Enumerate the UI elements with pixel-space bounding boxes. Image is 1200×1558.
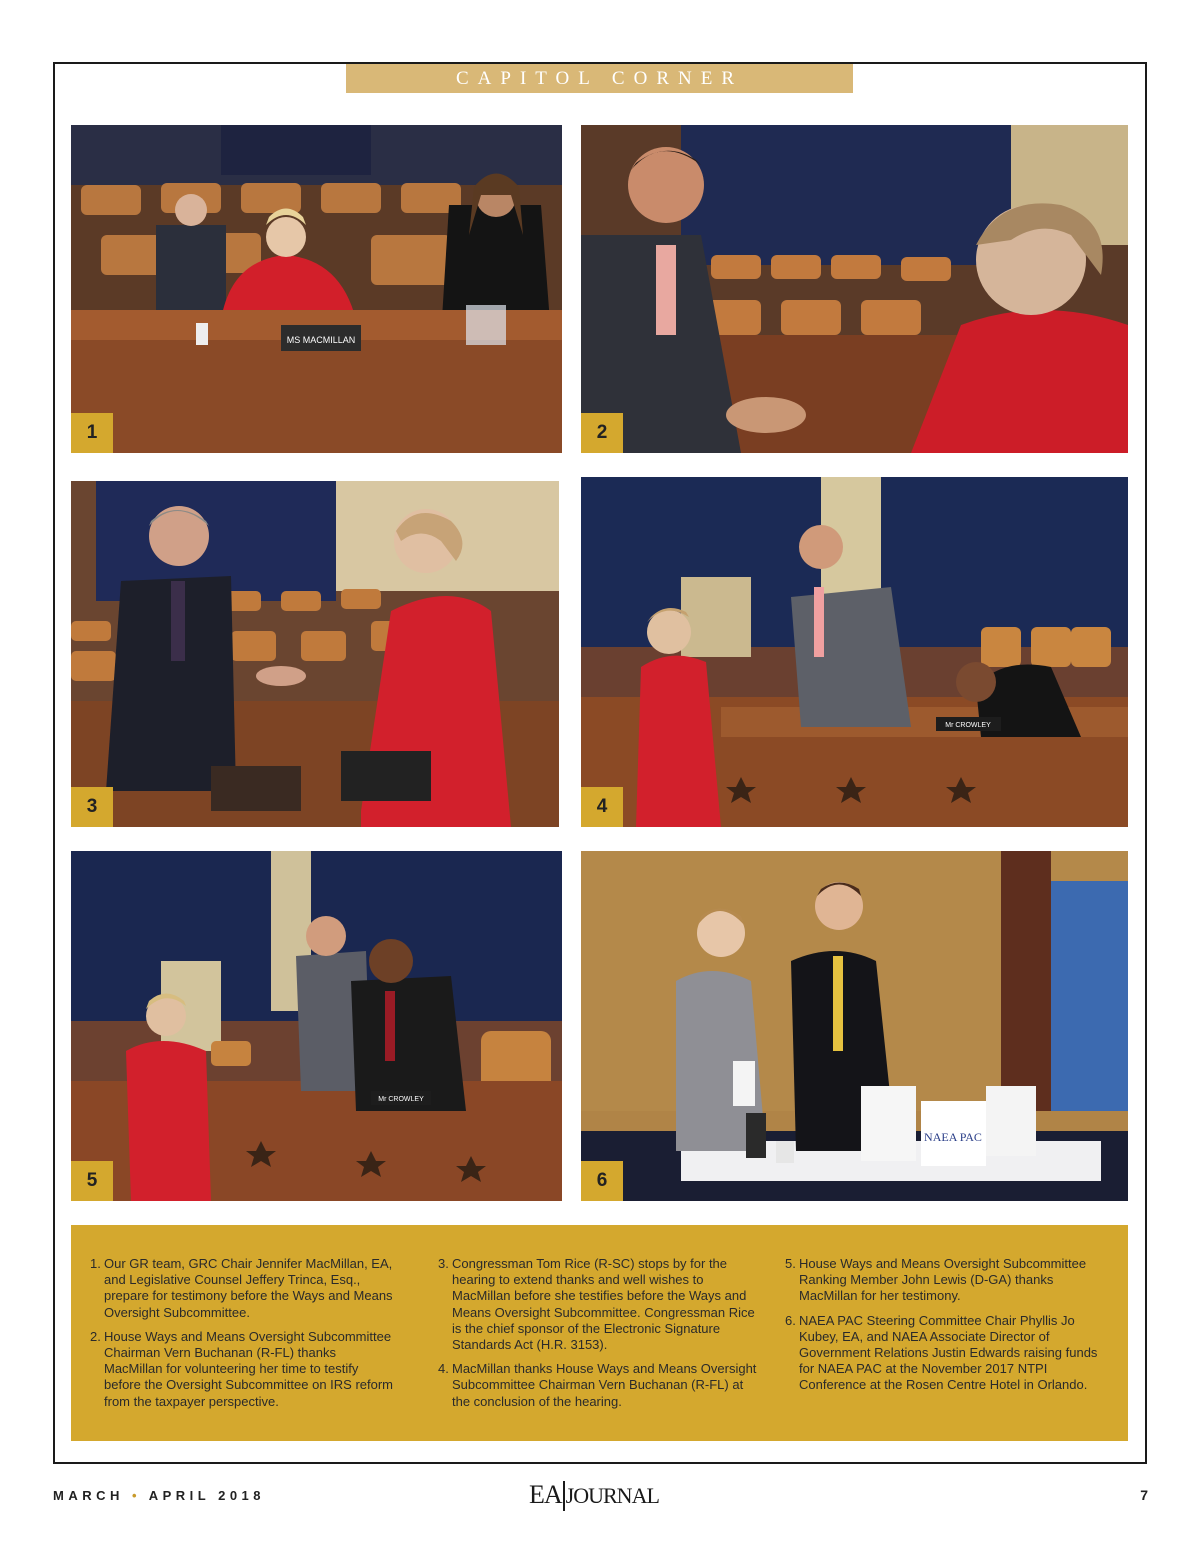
- hearing-room-photo-1: [71, 125, 562, 453]
- handshake-photo-5: [71, 851, 562, 1201]
- photo-6: [581, 851, 1128, 1201]
- photo-number-badge: 3: [71, 787, 113, 827]
- section-title-banner: CAPITOL CORNER: [346, 64, 853, 93]
- photo-2: [581, 125, 1128, 453]
- caption-column-1: [90, 1256, 395, 1418]
- caption-column-3: [785, 1256, 1115, 1402]
- handshake-photo-3: [71, 481, 559, 827]
- caption-item: 6. NAEA PAC Steering Committee Chair Phyllis Jo Kubey, EA, and NAEA Associate Director of Government Relations Justin Edwards raising funds for NAEA PAC at the November 2017 NTPI Conference at the Rosen Centre Hotel in Orlando.: [785, 1312, 1098, 1393]
- photo-4: [581, 477, 1128, 827]
- photo-number-badge: 4: [581, 787, 623, 827]
- photo-3: [71, 481, 559, 827]
- photo-number-badge: 6: [581, 1161, 623, 1201]
- caption-item: 5. House Ways and Means Oversight Subcommittee Ranking Member John Lewis (D-GA) thanks MacMillan for her testimony.: [785, 1256, 1087, 1304]
- page-number: 7: [1140, 1487, 1148, 1503]
- ea-journal-logo: EA JOURNAL: [529, 1480, 659, 1509]
- handshake-photo-4: [581, 477, 1128, 827]
- booth-photo-6: [581, 851, 1128, 1201]
- photo-1: [71, 125, 562, 453]
- caption-item: 3. Congressman Tom Rice (R-SC) stops by for the hearing to extend thanks and well wishes to MacMillan before she testifies before the Ways and Means Oversight Subcommittee. Congressman Rice is the chief sponsor of the Electronic Signature Standards Act (H.R. 3153).: [438, 1256, 755, 1353]
- caption-panel: [71, 1225, 1128, 1441]
- caption-item: 2. House Ways and Means Oversight Subcommittee Chairman Vern Buchanan (R-FL) thanks MacMillan for volunteering her time to testify before the Oversight Subcommittee on IRS reform from the taxpayer perspective.: [90, 1328, 394, 1409]
- photo-number-badge: 1: [71, 413, 113, 453]
- caption-item: 4. MacMillan thanks House Ways and Means Oversight Subcommittee Chairman Vern Buchanan (R-FL) at the conclusion of the hearing.: [438, 1361, 757, 1409]
- handshake-photo-2: [581, 125, 1128, 453]
- separator-dot-icon: •: [132, 1488, 142, 1503]
- issue-date: MARCH • APRIL 2018: [53, 1488, 266, 1503]
- name-plate-text: Mr CROWLEY: [945, 722, 991, 729]
- caption-column-2: [438, 1256, 758, 1418]
- photo-5: [71, 851, 562, 1201]
- naea-pac-sign: NAEA PAC: [924, 1130, 982, 1144]
- photo-number-badge: 2: [581, 413, 623, 453]
- photo-number-badge: 5: [71, 1161, 113, 1201]
- name-plate-text: MS MACMILLAN: [286, 335, 356, 345]
- name-plate-text: Mr CROWLEY: [378, 1096, 424, 1103]
- caption-item: 1. Our GR team, GRC Chair Jennifer MacMillan, EA, and Legislative Counsel Jeffery Trinca, Esq., prepare for testimony before the Ways and Means Oversight Subcommittee.: [90, 1256, 393, 1320]
